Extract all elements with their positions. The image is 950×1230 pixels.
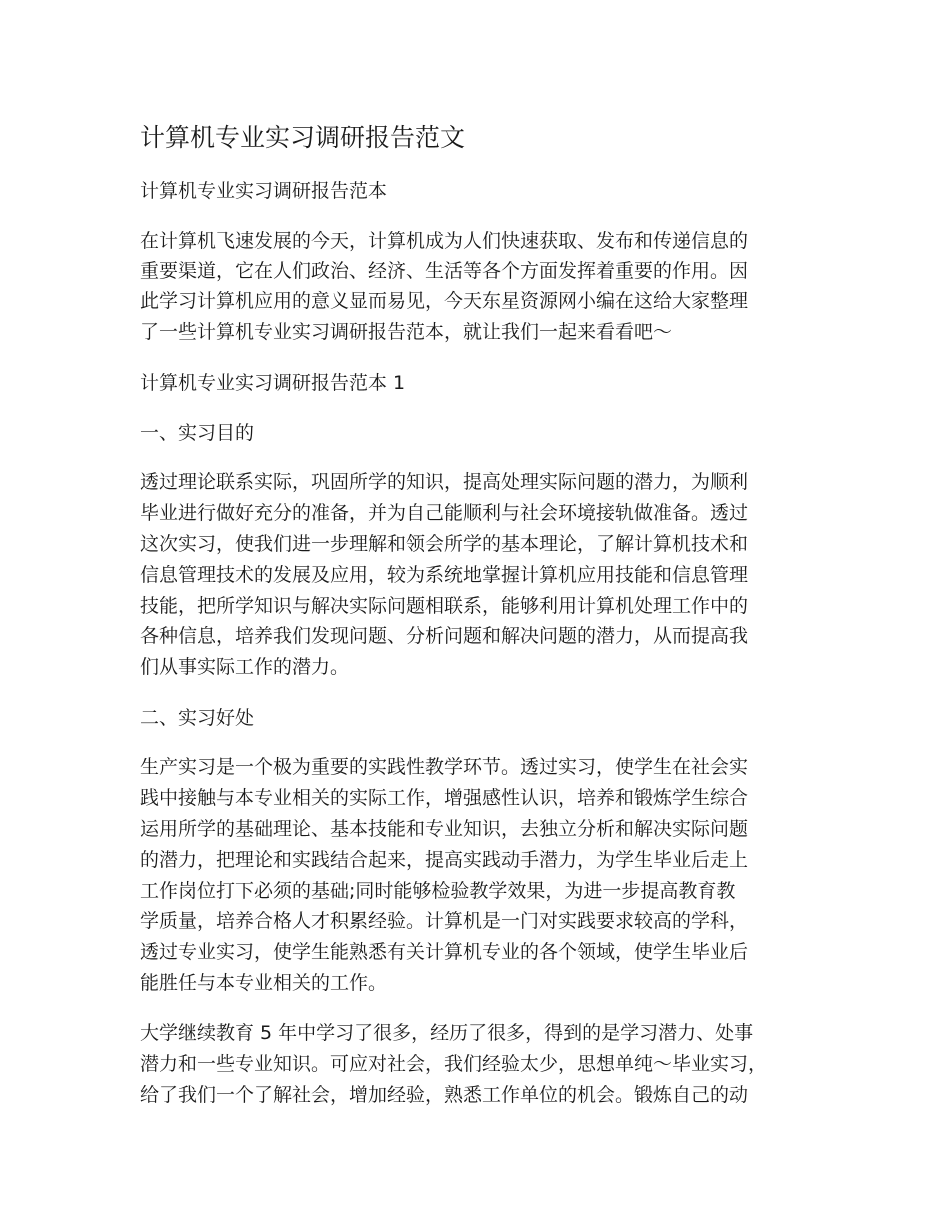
intro-line: 了一些计算机专业实习调研报告范本，就让我们一起来看看吧～ xyxy=(140,321,673,343)
para3-line: 潜力和一些专业知识。可应对社会，我们经验太少，思想单纯～毕业实习， xyxy=(140,1053,768,1075)
document-title: 计算机专业实习调研报告范文 xyxy=(140,123,466,152)
section2-line: 工作岗位打下必须的基础;同时能够检验教学效果，为进一步提高教育教 xyxy=(140,880,736,902)
document-subtitle: 计算机专业实习调研报告范本 xyxy=(140,180,388,202)
para3-line: 大学继续教育 5 年中学习了很多，经历了很多，得到的是学习潜力、处事 xyxy=(140,1022,754,1044)
section2-line: 的潜力，把理论和实践结合起来，提高实践动手潜力，为学生毕业后走上 xyxy=(140,849,749,871)
section1-line: 透过理论联系实际，巩固所学的知识，提高处理实际问题的潜力，为顺利 xyxy=(140,471,749,493)
section2-line: 运用所学的基础理论、基本技能和专业知识，去独立分析和解决实际问题 xyxy=(140,818,749,840)
intro-line: 重要渠道，它在人们政治、经济、生活等各个方面发挥着重要的作用。因 xyxy=(140,260,749,282)
sample-heading: 计算机专业实习调研报告范本 1 xyxy=(140,372,406,394)
intro-line: 此学习计算机应用的意义显而易见，今天东星资源网小编在这给大家整理 xyxy=(140,290,749,312)
section2-line: 学质量，培养合格人才积累经验。计算机是一门对实践要求较高的学科， xyxy=(140,910,749,932)
para3-line: 给了我们一个了解社会，增加经验，熟悉工作单位的机会。锻炼自己的动 xyxy=(140,1084,749,1106)
section1-line: 毕业进行做好充分的准备，并为自己能顺利与社会环境接轨做准备。透过 xyxy=(140,502,749,524)
section1-line: 们从事实际工作的潜力。 xyxy=(140,656,350,678)
section2-heading: 二、实习好处 xyxy=(140,707,255,729)
section2-line: 能胜任与本专业相关的工作。 xyxy=(140,972,388,994)
section1-line: 信息管理技术的发展及应用，较为系统地掌握计算机应用技能和信息管理 xyxy=(140,564,749,586)
section1-heading: 一、实习目的 xyxy=(140,422,255,444)
section1-line: 这次实习，使我们进一步理解和领会所学的基本理论，了解计算机技术和 xyxy=(140,533,749,555)
section1-line: 技能，把所学知识与解决实际问题相联系，能够利用计算机处理工作中的 xyxy=(140,595,749,617)
section2-line: 生产实习是一个极为重要的实践性教学环节。透过实习，使学生在社会实 xyxy=(140,756,749,778)
intro-line: 在计算机飞速发展的今天，计算机成为人们快速获取、发布和传递信息的 xyxy=(140,230,749,252)
section2-line: 践中接触与本专业相关的实际工作，增强感性认识，培养和锻炼学生综合 xyxy=(140,787,749,809)
section1-line: 各种信息，培养我们发现问题、分析问题和解决问题的潜力，从而提高我 xyxy=(140,625,749,647)
section2-line: 透过专业实习，使学生能熟悉有关计算机专业的各个领域，使学生毕业后 xyxy=(140,941,749,963)
